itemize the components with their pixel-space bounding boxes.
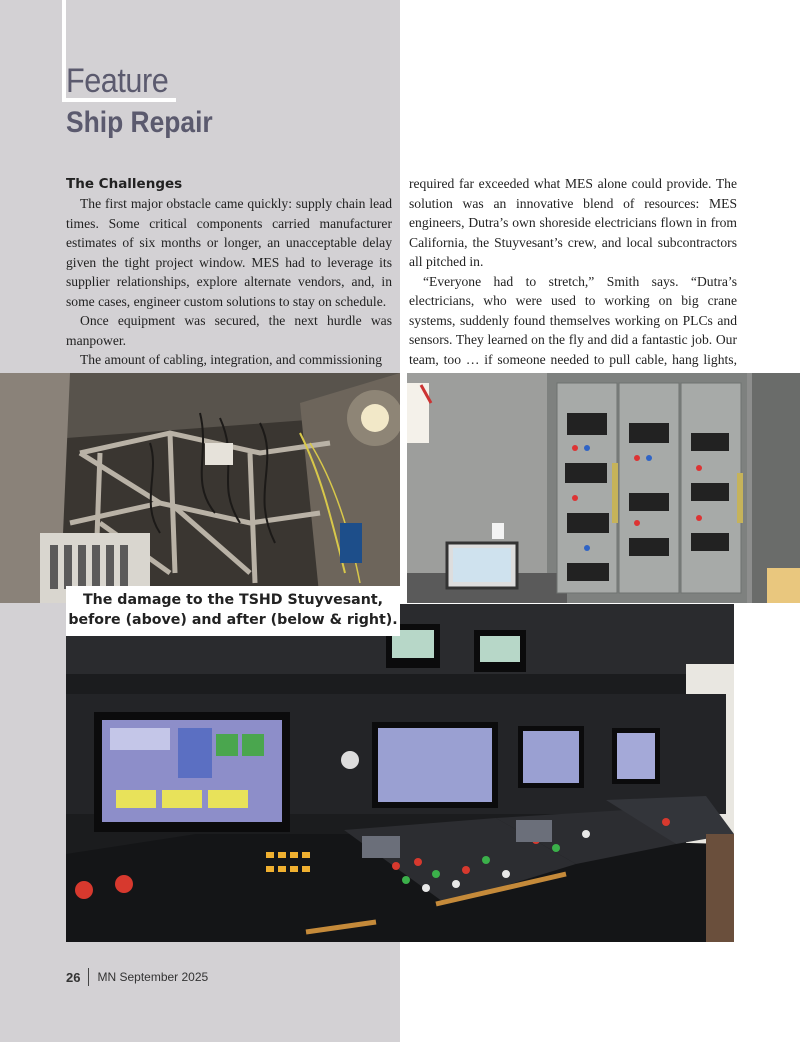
article-paragraph: The amount of cabling, integration, and commissioning [80, 352, 383, 367]
photo-switchgear-after [407, 373, 800, 603]
photo-console-after [66, 604, 734, 942]
photo-damage-before [0, 373, 400, 603]
feature-label: Feature [66, 62, 169, 100]
section-title: Ship Repair [66, 106, 213, 139]
article-subhead: The Challenges [66, 176, 183, 192]
footer-divider [88, 968, 89, 986]
page-number: 26 [66, 969, 81, 985]
article-paragraph: The first major obstacle came quickly: supply chain lead times. Some critical components carried manufacturer estimates of six months or longer, an unacceptable delay given the tight project window. MES had to leverage its supplier relationships, explore alternate vendors, and, in some cases, engineer custom solutions to stay on schedule. [66, 196, 392, 309]
photo-caption: The damage to the TSHD Stuyvesant, before (above) and after (below & right). [66, 586, 400, 636]
article-column-left [66, 174, 392, 370]
article-paragraph: Once equipment was secured, the next hurdle was manpower. [66, 313, 392, 348]
article-paragraph: “Everyone had to stretch,” Smith says. “Dutra’s electricians, who were used to working on big crane systems, suddenly found themselves working on PLCs and sensors. They learned on the fly and did a fantastic job. Our team, too … if someone needed to pull cable, hang lights, [409, 273, 737, 367]
page-footer [66, 968, 208, 986]
publication-info: MN September 2025 [97, 970, 209, 984]
article-paragraph: required far exceeded what MES alone could provide. The solution was an innovative blend of resources: MES engineers, Dutra’s own shoreside electricians flown in from California, the Stuyvesant’s crew, and local subcontractors all pitched in. [409, 176, 737, 269]
